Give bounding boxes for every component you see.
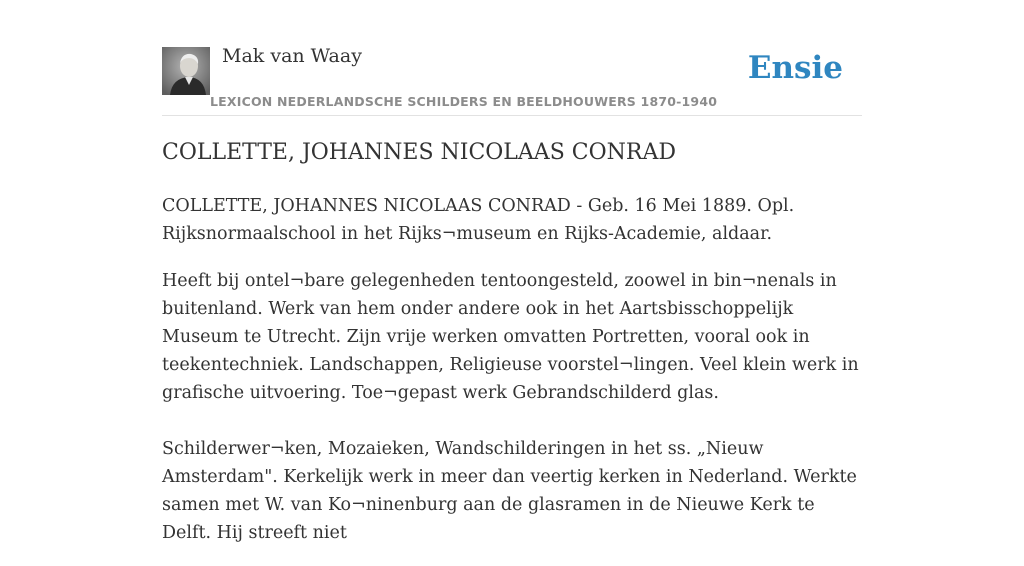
author-portrait-icon [162,47,210,95]
header [162,0,862,116]
page-title: COLLETTE, JOHANNES NICOLAAS CONRAD [162,140,676,165]
author-name[interactable]: Mak van Waay [222,45,362,67]
paragraph-1: COLLETTE, JOHANNES NICOLAAS CONRAD - Geb. 16 Mei 1889. Opl. Rijksnormaalschool in het Rijks¬museum en Rijks-Academie, aldaar. [162,196,795,244]
paragraph-3: Schilderwer¬ken, Mozaieken, Wandschilderingen in het ss. „Nieuw Amsterdam". Kerkelijk werk in meer dan veertig kerken in Nederland. Werkte samen met W. van Ko¬ninenburg aan de glasramen in de Nieuwe Kerk te Delft. Hij streeft niet [162,439,857,543]
article-container [162,0,862,543]
book-title[interactable]: LEXICON NEDERLANDSCHE SCHILDERS EN BEELDHOUWERS 1870-1940 [210,94,718,109]
paragraph-2: Heeft bij ontel¬bare gelegenheden tentoongesteld, zoowel in bin¬nenals in buitenland. Werk van hem onder andere ook in het Aartsbisschoppelijk Museum te Utrecht. Zijn vrije werken omvatten Portretten, vooral ook in teekentechniek. Landschappen, Religieuse voorstel¬lingen. Veel klein werk in grafische uitvoering. Toe¬gepast werk Gebrandschilderd glas. [162,271,859,403]
avatar[interactable] [162,47,210,95]
ensie-logo[interactable]: Ensie [747,50,843,86]
article-body [162,192,862,566]
